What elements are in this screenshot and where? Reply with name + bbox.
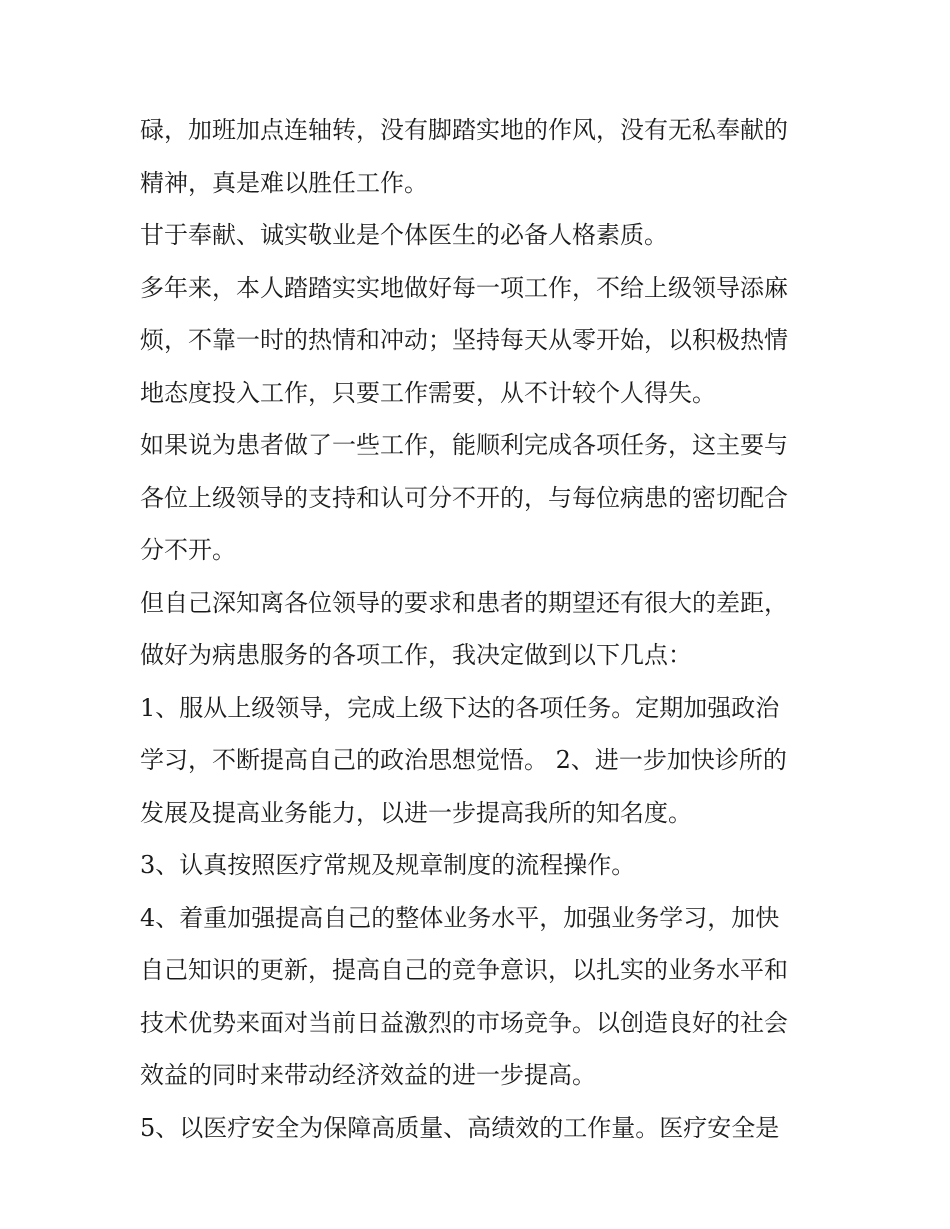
- text-line: 碌，加班加点连轴转，没有脚踏实地的作风，没有无私奉献的: [140, 116, 788, 144]
- text-line: 效益的同时来带动经济效益的进一步提高。: [140, 1061, 596, 1089]
- text-line: 做好为病患服务的各项工作，我决定做到以下几点：: [140, 641, 692, 669]
- text-line: 精神，真是难以胜任工作。: [140, 168, 428, 197]
- text-line: 发展及提高业务能力，以进一步提高我所的知名度。: [140, 798, 692, 827]
- text-line: 地态度投入工作，只要工作需要，从不计较个人得失。: [140, 378, 716, 407]
- text-line: 学习，不断提高自己的政治思想觉悟。 2、进一步加快诊所的: [140, 746, 787, 774]
- text-line: 1、服从上级领导，完成上级下达的各项任务。定期加强政治: [140, 693, 780, 722]
- text-line: 但自己深知离各位领导的要求和患者的期望还有很大的差距，: [140, 588, 788, 617]
- text-line: 技术优势来面对当前日益激烈的市场竞争。以创造良好的社会: [140, 1008, 788, 1037]
- text-line: 3、认真按照医疗常规及规章制度的流程操作。: [140, 851, 636, 879]
- text-line: 自己知识的更新，提高自己的竞争意识，以扎实的业务水平和: [140, 956, 788, 984]
- text-line: 分不开。: [140, 536, 236, 564]
- text-line: 烦，不靠一时的热情和冲动；坚持每天从零开始，以积极热情: [140, 326, 788, 354]
- text-line: 5、以医疗安全为保障高质量、高绩效的工作量。医疗安全是: [140, 1113, 780, 1142]
- text-line: 甘于奉献、诚实敬业是个体医生的必备人格素质。: [140, 221, 668, 249]
- text-line: 如果说为患者做了一些工作，能顺利完成各项任务，这主要与: [140, 431, 788, 459]
- document-body: [140, 104, 820, 1154]
- text-line: 多年来，本人踏踏实实地做好每一项工作，不给上级领导添麻: [140, 273, 788, 302]
- text-line: 4、着重加强提高自己的整体业务水平，加强业务学习，加快: [140, 903, 780, 932]
- text-line: 各位上级领导的支持和认可分不开的，与每位病患的密切配合: [140, 483, 788, 512]
